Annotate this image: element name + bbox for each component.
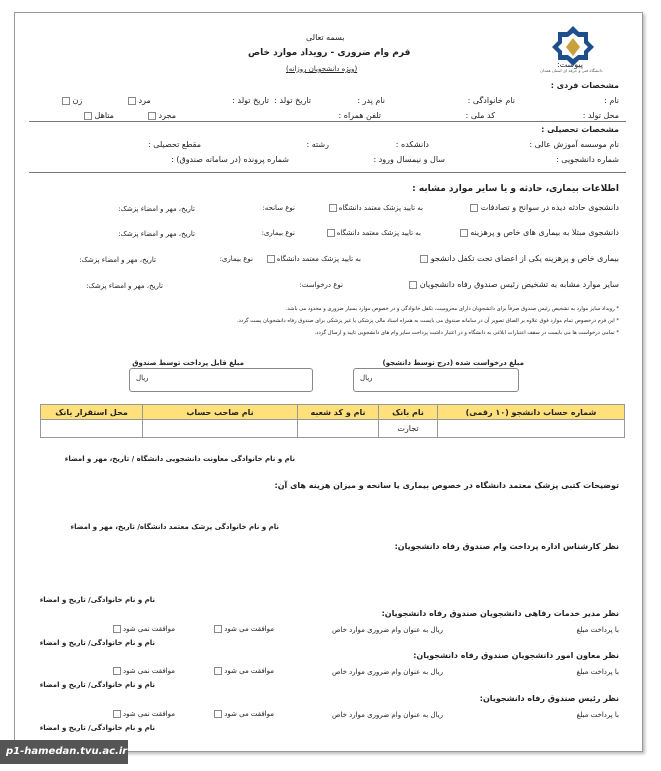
- requested-amount-label: مبلغ درخواست شده (درج توسط دانشجو): [382, 359, 524, 367]
- approval-3-disagree[interactable]: موافقت نمی شود: [113, 710, 175, 718]
- incident-item-4[interactable]: سایر موارد مشابه به تشخیص رئیس صندوق رفاه دانشجویان: [409, 280, 619, 289]
- approval-1-agree[interactable]: موافقت می شود: [214, 625, 274, 633]
- incident-1-type: نوع سانحه:: [262, 204, 295, 212]
- approval-1-disagree[interactable]: موافقت نمی شود: [113, 625, 175, 633]
- approval-3-agree[interactable]: موافقت می شود: [214, 710, 274, 718]
- checkbox-incident-1[interactable]: [470, 204, 478, 212]
- level-label: مقطع تحصیلی :: [148, 140, 201, 149]
- gender-female[interactable]: زن: [62, 96, 82, 105]
- checkbox-agree-2[interactable]: [214, 667, 222, 675]
- checkbox-female[interactable]: [62, 97, 70, 105]
- approval-3-heading: نظر رئیس صندوق رفاه دانشجویان:: [479, 694, 619, 703]
- incident-1-sign: تاریخ، مهر و امضاء پزشک:: [118, 205, 195, 213]
- checkbox-disagree-3[interactable]: [113, 710, 121, 718]
- doctor-sign: نام و نام خانوادگی پزشک معتمد دانشگاه/ تاریخ، مهر و امضاء: [70, 523, 279, 531]
- cell-account-holder[interactable]: [143, 420, 298, 438]
- approval-3-sign: نام و نام خانوادگی/ تاریخ و امضاء: [39, 724, 155, 732]
- university-logo: [548, 24, 598, 68]
- personal-heading: مشخصات فردی :: [550, 81, 619, 90]
- approval-2-disagree[interactable]: موافقت نمی شود: [113, 667, 175, 675]
- incident-4-sign: تاریخ، مهر و امضاء پزشک:: [86, 282, 163, 290]
- doctor-comments-heading: توضیحات کتبی پزشک معتمد دانشگاه در خصوص بیماری یا سانحه و میزان هزینه های آن:: [274, 481, 619, 490]
- incident-item-1[interactable]: دانشجوی حادثه دیده در سوانح و تصادفات: [470, 203, 619, 212]
- col-bank-name: نام بانک: [379, 405, 438, 420]
- approval-3-amount: با پرداخت مبلغ: [576, 711, 619, 719]
- approval-1-heading: نظر مدیر خدمات رفاهی دانشجویان صندوق رفاه دانشجویان:: [381, 609, 619, 618]
- checkbox-single[interactable]: [148, 112, 156, 120]
- incident-2-sign: تاریخ، مهر و امضاء پزشک:: [118, 230, 195, 238]
- form-subtitle: (ویژه دانشجویان روزانه): [286, 65, 358, 73]
- cell-account-number[interactable]: [438, 420, 625, 438]
- institute-label: نام موسسه آموزش عالی :: [529, 140, 619, 149]
- name-label: نام :: [604, 96, 619, 105]
- birth-label-2: تاریخ تولد :: [232, 96, 269, 105]
- field-label: رشته :: [306, 140, 329, 149]
- status-single[interactable]: مجرد: [148, 111, 176, 120]
- incident-4-type: نوع درخواست:: [299, 281, 343, 289]
- status-married[interactable]: متاهل: [84, 111, 114, 120]
- payable-amount-field[interactable]: [129, 368, 313, 392]
- col-bank-location: محل استقرار بانک: [41, 405, 143, 420]
- family-label: نام خانوادگی :: [467, 96, 515, 105]
- checkbox-confirm-3[interactable]: [267, 255, 275, 263]
- payable-amount-label: مبلغ قابل پرداخت توسط صندوق: [132, 359, 244, 367]
- mobile-label: تلفن همراه :: [338, 111, 381, 120]
- logo-caption: دانشگاه فنی و حرفه ای استان همدان: [540, 68, 603, 73]
- birthplace-label: محل تولد :: [582, 111, 619, 120]
- checkbox-disagree-1[interactable]: [113, 625, 121, 633]
- approval-2-amount: با پرداخت مبلغ: [576, 668, 619, 676]
- incident-2-confirm: به تایید پزشک معتمد دانشگاه: [327, 229, 421, 237]
- expert-sign: نام و نام خانوادگی/ تاریخ و امضاء: [39, 596, 155, 604]
- approval-2-purpose: ریال به عنوان وام ضروری موارد خاص: [331, 668, 443, 676]
- checkbox-incident-3[interactable]: [420, 255, 428, 263]
- incident-1-confirm: به تایید پزشک معتمد دانشگاه: [329, 204, 423, 212]
- incident-3-sign: تاریخ، مهر و امضاء پزشک:: [79, 256, 156, 264]
- table-header-row: [41, 405, 625, 420]
- checkbox-agree-3[interactable]: [214, 710, 222, 718]
- checkbox-agree-1[interactable]: [214, 625, 222, 633]
- payable-currency: ریال: [136, 374, 149, 382]
- vice-chancellor-sign: نام و نام خانوادگی معاونت دانشجویی دانشگاه / تاریخ، مهر و امضاء: [64, 455, 295, 463]
- requested-currency: ریال: [360, 374, 373, 382]
- approval-2-heading: نظر معاون امور دانشجویان صندوق رفاه دانشجویان:: [413, 651, 619, 660]
- cell-bank-name[interactable]: تجارت: [379, 420, 438, 438]
- col-account-holder: نام صاحب حساب: [143, 405, 298, 420]
- checkbox-male[interactable]: [128, 97, 136, 105]
- checkbox-disagree-2[interactable]: [113, 667, 121, 675]
- approval-1-sign: نام و نام خانوادگی/ تاریخ و امضاء: [39, 639, 155, 647]
- note-3: * تمامی درخواست ها می بایست در سقف اعتبارات ابلاغی به دانشگاه و در اعتبار داشت پرداخت سایر وام های دانشجویی تایید و ارسال گردد.: [314, 330, 619, 336]
- birthdate-label: تاریخ تولد :: [274, 96, 311, 105]
- file-no-label: شماره پرونده (در سامانه صندوق) :: [171, 155, 289, 164]
- checkbox-confirm-2[interactable]: [327, 229, 335, 237]
- faculty-label: دانشکده :: [395, 140, 429, 149]
- bismillah: بسمه تعالی: [306, 33, 345, 42]
- checkbox-incident-4[interactable]: [409, 281, 417, 289]
- approval-3-purpose: ریال به عنوان وام ضروری موارد خاص: [331, 711, 443, 719]
- father-label: نام پدر :: [357, 96, 385, 105]
- checkbox-incident-2[interactable]: [460, 229, 468, 237]
- note-1: * رویداد سایر موارد به تشخیص رئیس صندوق صرفاً برای دانشجویان دارای محرومیت، تکفل خانوادگی و در خصوص موارد بسیار ضروری و محدود می باشد.: [285, 306, 619, 312]
- incident-3-confirm: به تایید پزشک معتمد دانشگاه: [267, 255, 361, 263]
- cell-branch[interactable]: [298, 420, 379, 438]
- bank-account-table: [40, 404, 625, 438]
- incident-item-3[interactable]: بیماری خاص و پرهزینه یکی از اعضای تحت تکفل دانشجو: [420, 254, 619, 263]
- form-title: فرم وام ضروری - رویداد موارد خاص: [248, 48, 411, 58]
- incident-heading: اطلاعات بیماری، حادثه و یا سایر موارد مشابه :: [412, 184, 619, 194]
- incident-3-type: نوع بیماری:: [219, 255, 253, 263]
- attachment-label: پیوست:: [556, 60, 583, 69]
- gender-male[interactable]: مرد: [128, 96, 151, 105]
- site-watermark: p1-hamedan.tvu.ac.ir: [0, 740, 128, 764]
- incident-2-type: نوع بیماری:: [261, 229, 295, 237]
- col-branch: نام و کد شعبه: [298, 405, 379, 420]
- education-heading: مشخصات تحصیلی :: [541, 125, 619, 134]
- table-row[interactable]: [41, 420, 625, 438]
- national-code-label: کد ملی :: [465, 111, 495, 120]
- requested-amount-field[interactable]: [353, 368, 519, 392]
- approval-2-sign: نام و نام خانوادگی/ تاریخ و امضاء: [39, 681, 155, 689]
- entry-label: سال و نیمسال ورود :: [373, 155, 445, 164]
- checkbox-confirm-1[interactable]: [329, 204, 337, 212]
- cell-bank-location[interactable]: [41, 420, 143, 438]
- incident-item-2[interactable]: دانشجوی مبتلا به بیماری های خاص و پرهزینه: [460, 228, 619, 237]
- expert-heading: نظر کارشناس اداره پرداخت وام صندوق رفاه دانشجویان:: [394, 542, 619, 551]
- col-account-number: شماره حساب دانشجو (۱۰ رقمی): [438, 405, 625, 420]
- approval-2-agree[interactable]: موافقت می شود: [214, 667, 274, 675]
- note-2: * این فرم درخصوص تمام موارد فوق علاوه بر الصاق تصویر آن در سامانه صندوق می بایست به همراه اسناد مالی پزشکی یا غیر پزشکی برای صندوق رفاه دانشجویان پست گردد.: [236, 318, 619, 324]
- checkbox-married[interactable]: [84, 112, 92, 120]
- approval-1-amount: با پرداخت مبلغ: [576, 626, 619, 634]
- approval-1-purpose: ریال به عنوان وام ضروری موارد خاص: [331, 626, 443, 634]
- student-no-label: شماره دانشجویی :: [556, 155, 619, 164]
